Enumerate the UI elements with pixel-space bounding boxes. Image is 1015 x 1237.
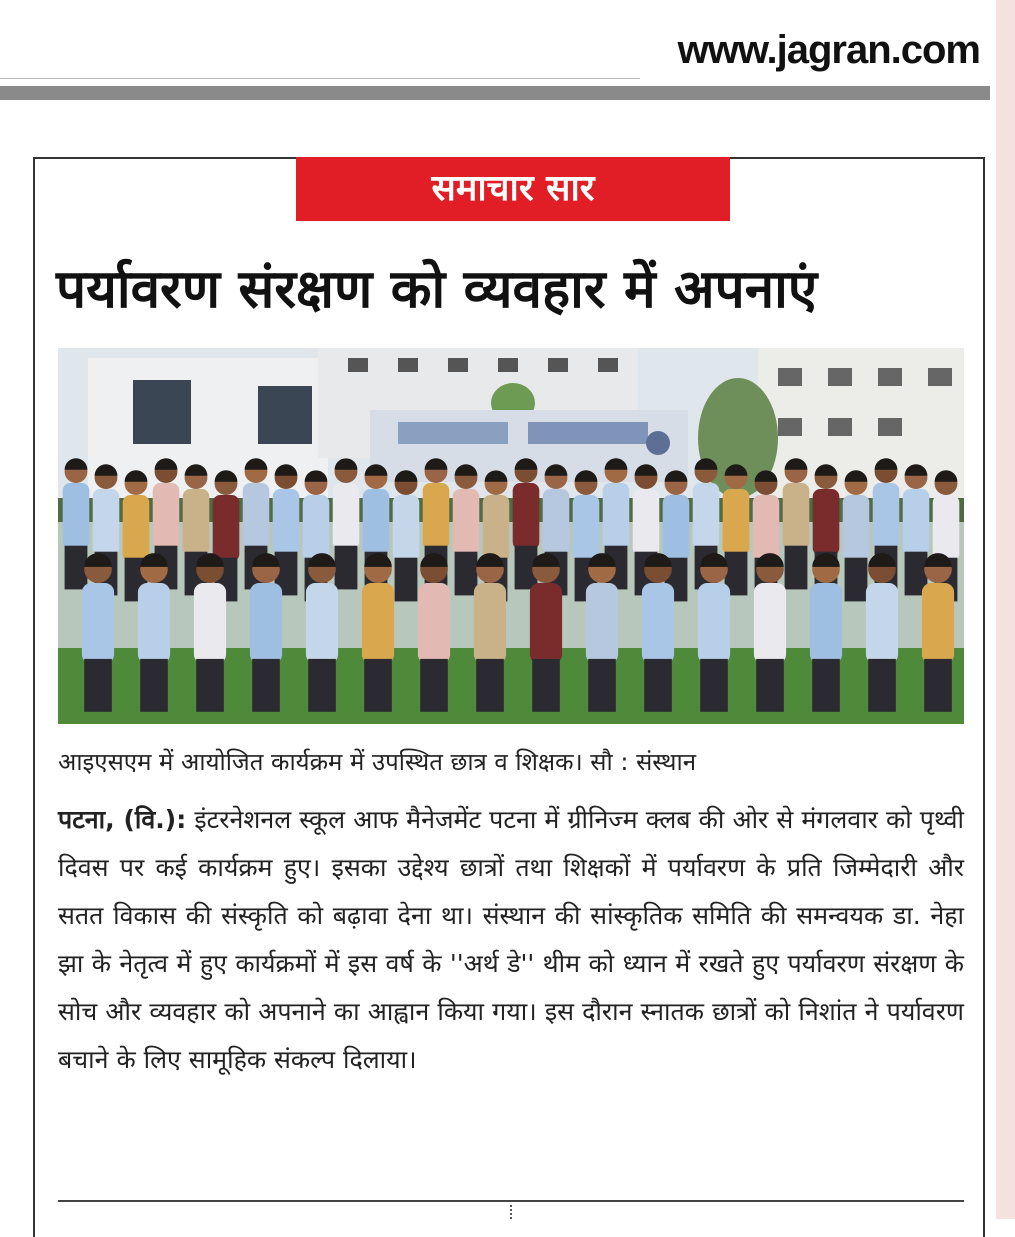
bottom-rule (58, 1200, 964, 1202)
section-tag: समाचार सार (296, 157, 730, 221)
article-body (58, 796, 964, 1084)
header-thin-rule (0, 78, 640, 79)
column-divider (510, 1205, 514, 1219)
article-dateline: पटना, (वि.): (58, 805, 187, 834)
header-rule (0, 86, 990, 100)
group-photo (58, 348, 964, 724)
article-headline: पर्यावरण संरक्षण को व्यवहार में अपनाएं (56, 259, 818, 320)
page-edge-strip (996, 0, 1015, 1219)
site-url[interactable]: www.jagran.com (677, 28, 980, 72)
article-text: इंटरनेशनल स्कूल आफ मैनेजमेंट पटना में ग्रीनिज्म क्लब की ओर से मंगलवार को पृथ्वी दिवस पर कई कार्यक्रम हुए। इसका उद्देश्य छात्रों तथा शिक्षकों में पर्यावरण के प्रति जिम्मेदारी और सतत विकास की संस्कृति को बढ़ावा देना था। संस्थान की सांस्कृतिक समिति की समन्वयक डा. नेहा झा के नेतृत्व में हुए कार्यक्रमों में इस वर्ष के ''अर्थ डे'' थीम को ध्यान में रखते हुए पर्यावरण संरक्षण के सोच और व्यवहार को अपनाने का आह्वान किया गया। इस दौरान स्नातक छात्रों को निशांत ने पर्यावरण बचाने के लिए सामूहिक संकल्प दिलाया। (58, 805, 965, 1074)
photo-caption: आइएसएम में आयोजित कार्यक्रम में उपस्थित छात्र व शिक्षक। सौ : संस्थान (58, 748, 697, 776)
